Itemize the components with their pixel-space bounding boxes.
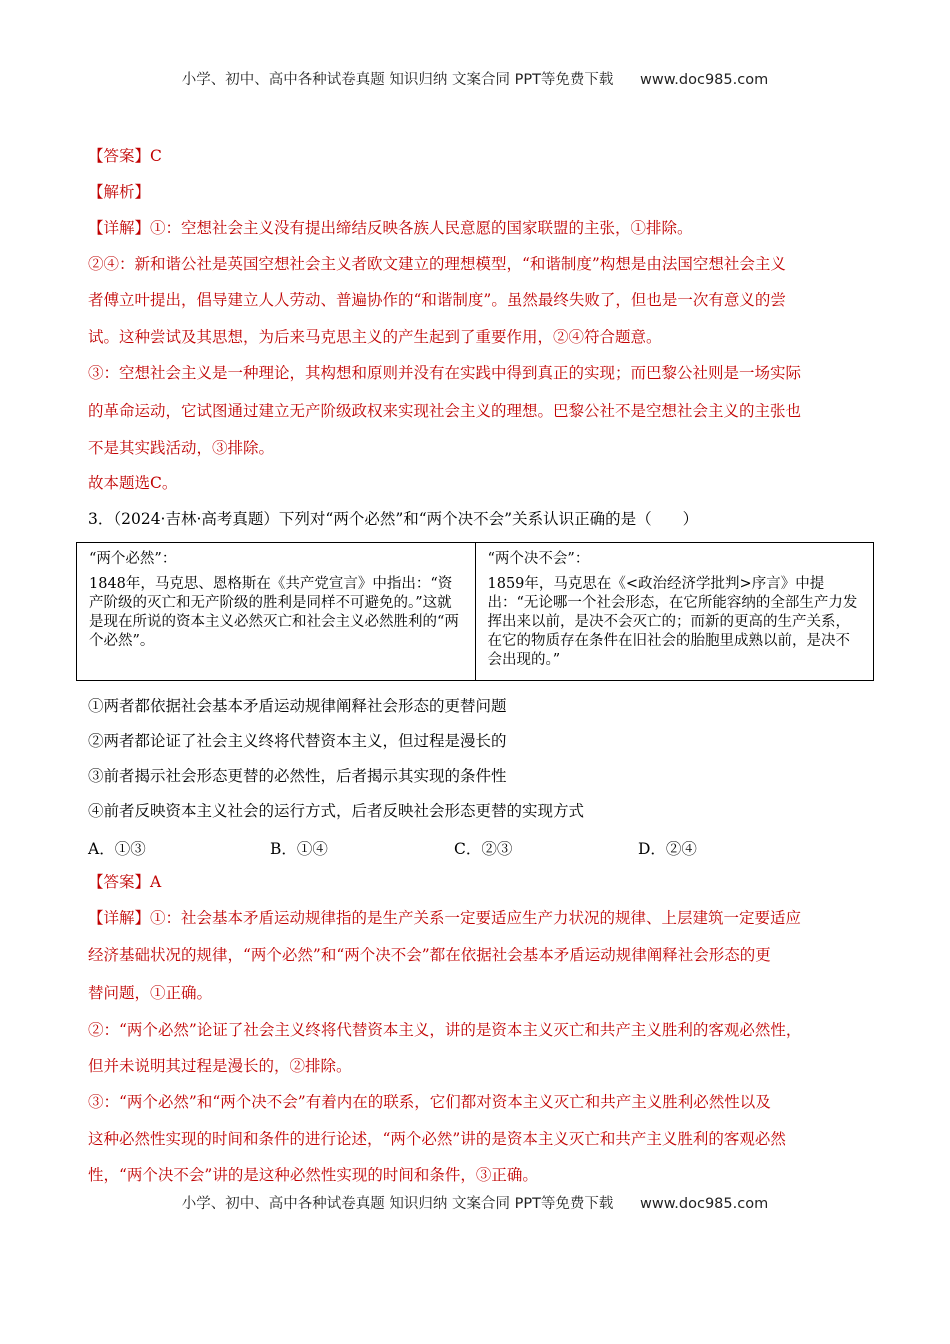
q3-statement: ③前者揭示社会形态更替的必然性，后者揭示其实现的条件性 — [88, 767, 507, 785]
q2-analysis-label: 【解析】 — [88, 183, 151, 201]
q3-right-title: “两个决不会”： — [487, 551, 590, 567]
q2-detail-line: 者傅立叶提出，倡导建立人人劳动、普遍协作的“和谐制度”。虽然最终失败了，但也是一次有意义的尝 — [88, 291, 786, 309]
header-text: 小学、初中、高中各种试卷真题 知识归纳 文案合同 PPT等免费下载 — [181, 72, 614, 88]
footer-site-link[interactable]: www.doc985.com — [640, 1196, 769, 1212]
q3-detail-line: ②：“两个必然”论证了社会主义终将代替资本主义，讲的是资本主义灭亡和共产主义胜利的客观必然性， — [88, 1021, 802, 1039]
q2-detail-line: 【详解】①：空想社会主义没有提出缔结反映各族人民意愿的国家联盟的主张，①排除。 — [88, 219, 693, 237]
q3-statement: ①两者都依据社会基本矛盾运动规律阐释社会形态的更替问题 — [88, 697, 507, 715]
q3-left-body: 1848年，马克思、恩格斯在《共产党宣言》中指出：“资产阶级的灭亡和无产阶级的胜利是同样不可避免的。”这就是现在所说的资本主义必然灭亡和社会主义必然胜利的“两个必然”。 — [89, 576, 459, 649]
header-site-link[interactable]: www.doc985.com — [640, 72, 769, 88]
q3-left-title: “两个必然”： — [89, 551, 177, 567]
q3-detail-line: ③：“两个必然”和“两个决不会”有着内在的联系，它们都对资本主义灭亡和共产主义胜利必然性以及 — [88, 1093, 771, 1111]
q3-right-cell — [475, 543, 874, 681]
q3-statement: ②两者都论证了社会主义终将代替资本主义，但过程是漫长的 — [88, 732, 507, 750]
q3-detail-line: 替问题，①正确。 — [88, 984, 213, 1002]
q3-option-c[interactable]: C．②③ — [454, 840, 513, 858]
q2-detail-line: 试。这种尝试及其思想，为后来马克思主义的产生起到了重要作用，②④符合题意。 — [88, 328, 662, 346]
q3-detail-line: 性，“两个决不会”讲的是这种必然性实现的时间和条件，③正确。 — [88, 1166, 538, 1184]
q3-detail-line: 这种必然性实现的时间和条件的进行论述，“两个必然”讲的是资本主义灭亡和共产主义胜利的客观必然 — [88, 1130, 786, 1148]
q3-option-d[interactable]: D．②④ — [638, 840, 697, 858]
q2-answer: 【答案】C — [88, 147, 162, 165]
footer-text: 小学、初中、高中各种试卷真题 知识归纳 文案合同 PPT等免费下载 — [181, 1196, 614, 1212]
q3-material-table — [76, 542, 874, 681]
page-footer — [0, 1192, 950, 1213]
q2-detail-line: 不是其实践活动，③排除。 — [88, 439, 275, 457]
q3-detail-line: 【详解】①：社会基本矛盾运动规律指的是生产关系一定要适应生产力状况的规律、上层建筑一定要适应 — [88, 909, 802, 927]
q2-detail-line: ②④：新和谐公社是英国空想社会主义者欧文建立的理想模型，“和谐制度”构想是由法国空想社会主义 — [88, 255, 786, 273]
q3-stem: 3．（2024·吉林·高考真题）下列对“两个必然”和“两个决不会”关系认识正确的是（ ） — [88, 510, 699, 528]
q3-left-cell — [77, 543, 476, 681]
q2-detail-line: 的革命运动，它试图通过建立无产阶级政权来实现社会主义的理想。巴黎公社不是空想社会主义的主张也 — [88, 402, 802, 420]
q3-detail-line: 经济基础状况的规律，“两个必然”和“两个决不会”都在依据社会基本矛盾运动规律阐释社会形态的更 — [88, 946, 771, 964]
q3-right-body: 1859年，马克思在《<政治经济学批判>序言》中提出：“无论哪一个社会形态，在它所能容纳的全部生产力发挥出来以前，是决不会灭亡的；而新的更高的生产关系，在它的物质存在条件在旧社会的胎胞里成熟以前，是决不会出现的。” — [487, 576, 858, 668]
q3-answer: 【答案】A — [88, 873, 162, 891]
q3-option-a[interactable]: A．①③ — [88, 840, 146, 858]
q2-conclusion: 故本题选C。 — [88, 474, 178, 492]
q3-option-b[interactable]: B．①④ — [270, 840, 328, 858]
q3-statement: ④前者反映资本主义社会的运行方式，后者反映社会形态更替的实现方式 — [88, 802, 585, 820]
page-header — [0, 68, 950, 89]
q3-detail-line: 但并未说明其过程是漫长的，②排除。 — [88, 1057, 352, 1075]
q3-options — [88, 837, 868, 857]
q2-detail-line: ③：空想社会主义是一种理论，其构想和原则并没有在实践中得到真正的实现；而巴黎公社则是一场实际 — [88, 364, 802, 382]
